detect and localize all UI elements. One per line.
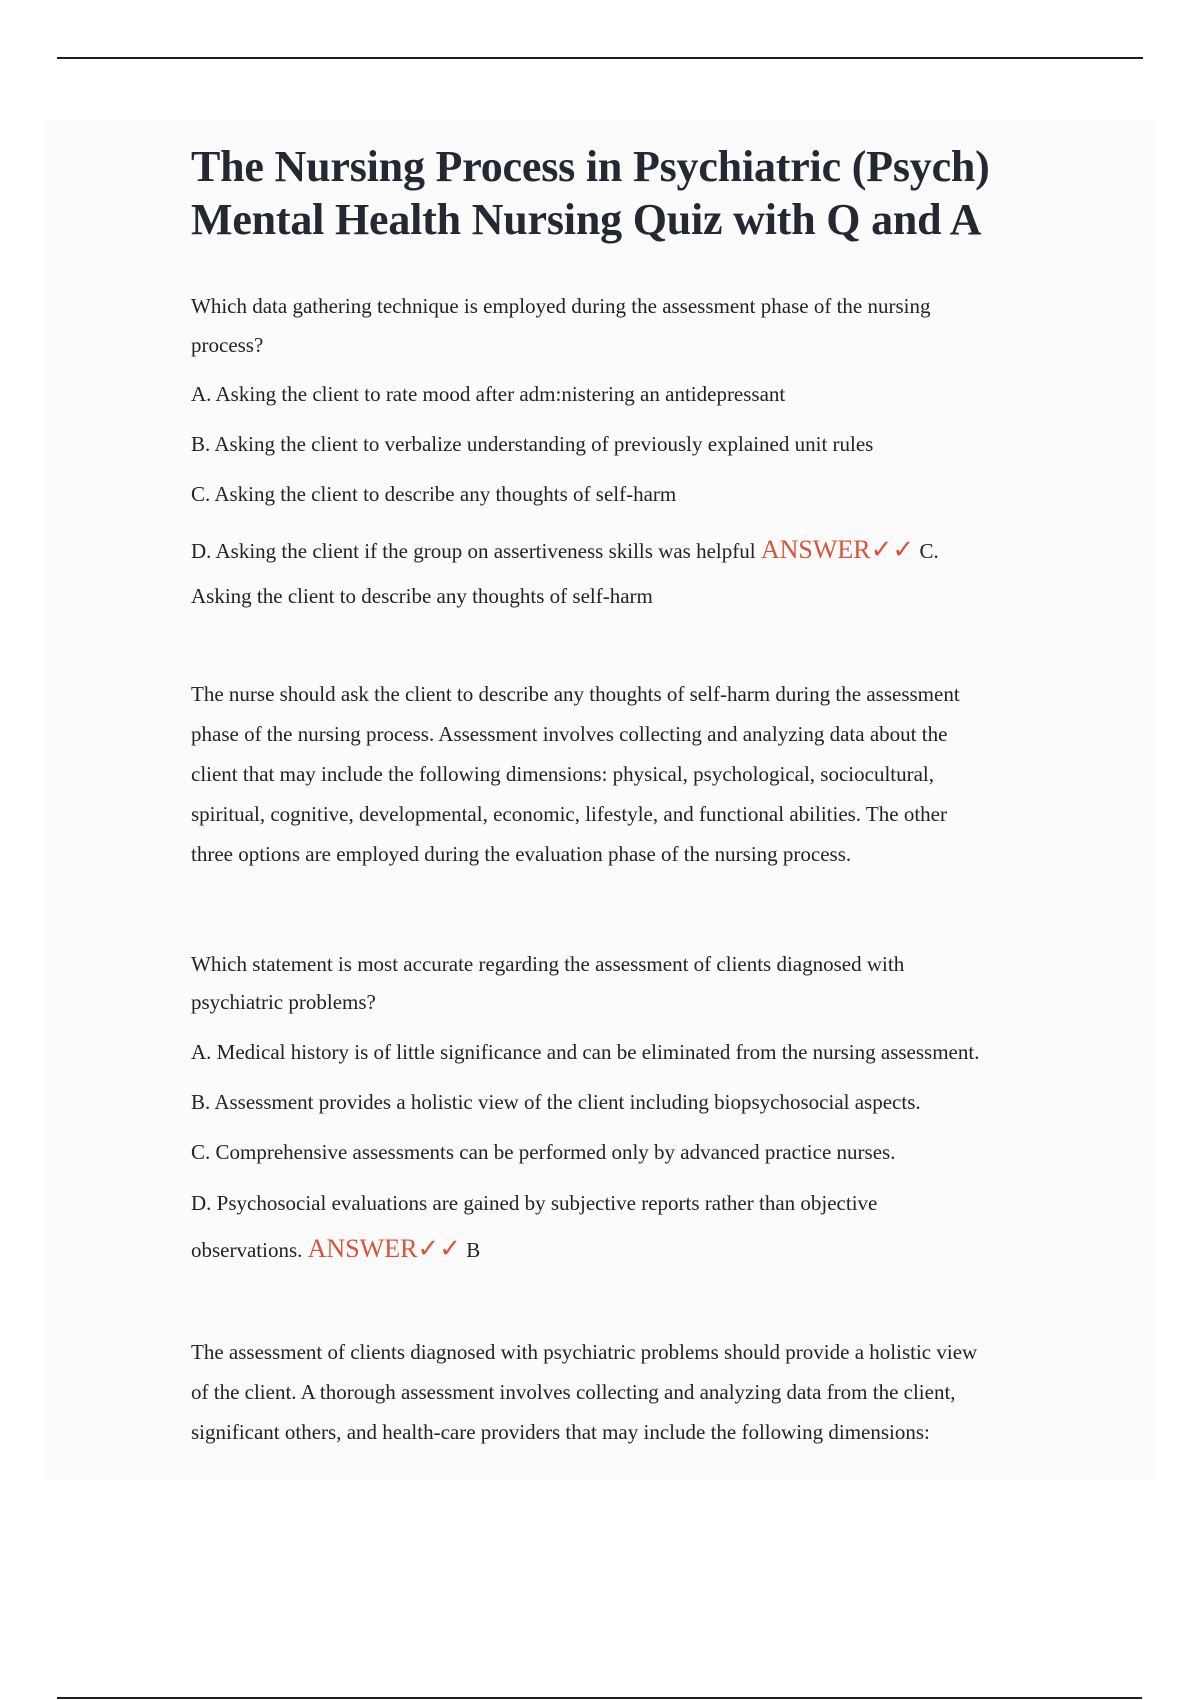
answer-label: ANSWER✓✓ [760, 535, 915, 564]
question-2-option-b: B. Assessment provides a holistic view of the client including biopsychosocial aspects. [191, 1090, 921, 1114]
explanation-line: spiritual, cognitive, developmental, economic, lifestyle, and functional abilities. The other [191, 802, 947, 826]
question-1-answer-continuation: Asking the client to describe any thoughts of self-harm [191, 584, 653, 608]
question-1-option-a: A. Asking the client to rate mood after adm:nistering an antidepressant [191, 382, 786, 406]
question-2-option-c: C. Comprehensive assessments can be performed only by advanced practice nurses. [191, 1140, 896, 1164]
page-title-line-2: Mental Health Nursing Quiz with Q and A [191, 195, 982, 244]
question-1-option-c: C. Asking the client to describe any thoughts of self-harm [191, 482, 677, 506]
question-1-text-line-1: Which data gathering technique is employed during the assessment phase of the nursing [191, 294, 931, 318]
document-content [191, 140, 1071, 1444]
explanation-line: of the client. A thorough assessment involves collecting and analyzing data from the client, [191, 1380, 956, 1404]
question-1-option-d [191, 530, 939, 571]
explanation-line: phase of the nursing process. Assessment involves collecting and analyzing data about the [191, 722, 948, 746]
top-rule [57, 57, 1143, 59]
bottom-rule [57, 1697, 1142, 1699]
answer-value: B [461, 1238, 481, 1262]
answer-label: ANSWER✓✓ [307, 1234, 462, 1263]
question-2-text-line-2: psychiatric problems? [191, 990, 376, 1014]
explanation-line: The nurse should ask the client to describe any thoughts of self-harm during the assessment [191, 682, 960, 706]
explanation-line: significant others, and health-care providers that may include the following dimensions: [191, 1420, 930, 1444]
explanation-line: three options are employed during the evaluation phase of the nursing process. [191, 842, 852, 866]
explanation-line: The assessment of clients diagnosed with psychiatric problems should provide a holistic view [191, 1340, 978, 1364]
question-2-text-line-1: Which statement is most accurate regarding the assessment of clients diagnosed with [191, 952, 905, 976]
answer-value: C. [914, 539, 939, 563]
page-title [191, 140, 1071, 246]
question-2-explanation [191, 1332, 1071, 1452]
question-2-option-a: A. Medical history is of little significance and can be eliminated from the nursing assessment. [191, 1040, 980, 1064]
page-title-line-1: The Nursing Process in Psychiatric (Psych) [191, 142, 990, 191]
question-2-option-d: D. Psychosocial evaluations are gained by subjective reports rather than objective [191, 1191, 878, 1215]
question-1-text-line-2: process? [191, 333, 264, 357]
question-1-option-d-text: D. Asking the client if the group on assertiveness skills was helpful [191, 539, 756, 563]
question-1-option-b: B. Asking the client to verbalize understanding of previously explained unit rules [191, 432, 874, 456]
question-2-option-d-end: observations. [191, 1238, 303, 1262]
question-1-explanation [191, 674, 1071, 874]
question-2-option-d-continuation [191, 1229, 480, 1270]
explanation-line: client that may include the following dimensions: physical, psychological, sociocultural, [191, 762, 935, 786]
